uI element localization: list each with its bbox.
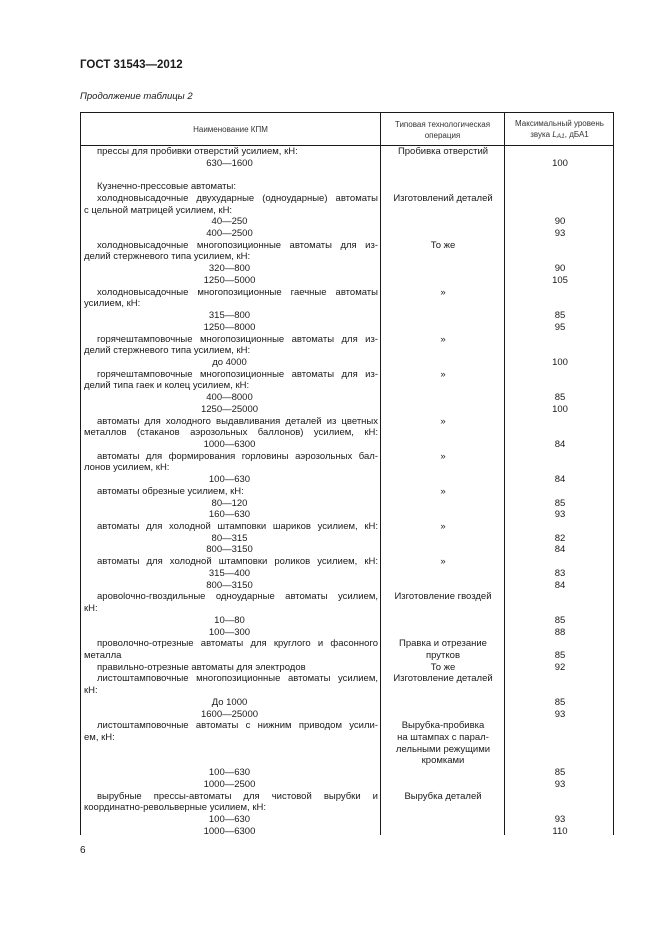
table-row <box>81 335 613 346</box>
cell-name: 1250—25000 <box>200 404 259 415</box>
cell-sound-level: 92 <box>554 661 566 673</box>
cell-sound-level: 100 <box>552 356 568 368</box>
table-row <box>81 475 613 486</box>
table-row <box>81 440 613 451</box>
cell-name: 100—630 <box>208 768 251 779</box>
column-header-name <box>81 113 380 146</box>
cell-name: 160—630 <box>208 510 251 521</box>
table-caption: Продолжение таблицы 2 <box>80 91 193 102</box>
table-row <box>81 686 613 697</box>
table-row <box>81 522 613 533</box>
cell-name: с цельной матрицей усилием, кН: <box>84 205 233 216</box>
cell-name: 400—2500 <box>206 229 253 240</box>
table-row <box>81 581 613 592</box>
table-row <box>81 252 613 263</box>
cell-name: 315—800 <box>208 311 251 322</box>
cell-name: 630—1600 <box>206 158 253 169</box>
cell-sound-level: 84 <box>554 579 566 591</box>
table-row <box>81 463 613 474</box>
cell-operation: » <box>440 485 446 497</box>
table-row <box>81 827 613 838</box>
cell-operation: кромками <box>421 755 465 767</box>
table-row <box>81 299 613 310</box>
cell-name: кН: <box>84 604 98 615</box>
table-row <box>81 663 613 674</box>
table-row <box>81 534 613 545</box>
cell-operation: Изготовление гвоздей <box>394 591 492 603</box>
table-row <box>81 733 613 744</box>
cell-name: холодновысадочные многопозиционные автоматы для из- <box>97 240 378 251</box>
cell-name: 1250—8000 <box>203 322 256 333</box>
page-number: 6 <box>80 845 86 856</box>
cell-name: 400—8000 <box>206 393 253 404</box>
cell-name: металла <box>84 650 122 661</box>
cell-name: горячештамповочные многопозиционные автоматы для из- <box>97 334 378 345</box>
cell-sound-level: 83 <box>554 567 566 579</box>
table-row <box>81 592 613 603</box>
cell-name: 1000—6300 <box>203 826 256 837</box>
table-row <box>81 639 613 650</box>
table-row <box>81 276 613 287</box>
table-row <box>81 674 613 685</box>
cell-name: ем, кН: <box>84 733 115 743</box>
column-header-name-text: Наименование КПМ <box>193 125 268 134</box>
cell-operation: » <box>440 450 446 462</box>
table-row <box>81 370 613 381</box>
table-row <box>81 159 613 170</box>
cell-sound-level: 84 <box>554 439 566 450</box>
cell-name: 800—3150 <box>206 580 253 591</box>
cell-sound-level: 88 <box>554 626 566 638</box>
cell-name: автоматы для холодной штамповки роликов усилием, кН: <box>97 557 378 568</box>
cell-name: листоштамповочные автоматы с нижним приводом усили- <box>97 721 378 732</box>
column-header-operation-line2: операция <box>424 130 461 140</box>
cell-name: До 1000 <box>211 697 248 708</box>
cell-name: усилием, кН: <box>84 299 141 310</box>
table-row <box>81 510 613 521</box>
document-code: ГОСТ 31543—2012 <box>80 59 183 71</box>
cell-name: 100—630 <box>208 475 251 486</box>
table-row <box>81 569 613 580</box>
table-row <box>81 288 613 299</box>
table-row <box>81 756 613 767</box>
cell-name: 80—315 <box>211 533 248 544</box>
table-row <box>81 428 613 439</box>
cell-name: автоматы обрезные усилием, кН: <box>97 486 244 497</box>
data-table <box>80 112 614 835</box>
table-row <box>81 182 613 193</box>
table-row <box>81 487 613 498</box>
table-row <box>81 815 613 826</box>
cell-operation: Изготовлений деталей <box>393 192 493 204</box>
column-header-operation-line1: Типовая технологическая <box>394 119 491 129</box>
cell-sound-level: 85 <box>554 696 566 708</box>
cell-sound-level: 85 <box>554 392 566 404</box>
cell-operation: » <box>440 415 446 427</box>
cell-sound-level: 110 <box>552 825 568 837</box>
table-row <box>81 780 613 791</box>
cell-operation: » <box>440 286 446 298</box>
cell-name: 80—120 <box>211 498 248 509</box>
table-row <box>81 768 613 779</box>
cell-name: Кузнечно-прессовые автоматы: <box>97 182 236 193</box>
column-header-level-line2: звука LA1, дБА1 <box>530 129 589 140</box>
cell-name: горячештамповочные многопозиционные автоматы для из- <box>97 369 378 380</box>
cell-sound-level: 105 <box>552 274 568 286</box>
table-row <box>81 147 613 158</box>
cell-operation: » <box>440 368 446 380</box>
cell-operation: То же <box>430 239 456 251</box>
cell-name: аровolочно-гвоздильные одноударные автоматы усилием, <box>97 592 378 603</box>
table-row <box>81 417 613 428</box>
cell-name: 10—80 <box>214 615 245 626</box>
table-row <box>81 229 613 240</box>
cell-name: 315—400 <box>208 568 251 579</box>
cell-name: 1000—6300 <box>203 440 256 450</box>
cell-sound-level: 84 <box>554 474 566 486</box>
cell-name: автоматы для холодной штамповки шариков усилием, кН: <box>97 522 378 533</box>
cell-sound-level: 93 <box>554 708 566 720</box>
cell-sound-level: 100 <box>552 403 568 415</box>
cell-operation: лельными режущими <box>395 743 491 755</box>
cell-name: кН: <box>84 686 98 697</box>
table-row <box>81 393 613 404</box>
cell-operation: на штампах с парал- <box>397 732 489 743</box>
cell-sound-level: 85 <box>554 310 566 322</box>
column-header-operation <box>381 113 504 146</box>
cell-sound-level: 85 <box>554 649 566 661</box>
cell-name: автоматы для формирования горловины аэрозольных бал- <box>97 451 378 462</box>
cell-operation: » <box>440 521 446 533</box>
cell-name: проволочно-отрезные автоматы для круглого и фасонного <box>97 639 378 650</box>
cell-sound-level: 95 <box>554 321 566 333</box>
cell-name: 1250—5000 <box>203 275 256 286</box>
cell-operation: То же <box>430 661 456 673</box>
table-row <box>81 346 613 357</box>
cell-operation: » <box>440 333 446 345</box>
cell-name: 320—800 <box>208 264 251 275</box>
cell-sound-level: 84 <box>554 544 566 556</box>
column-header-level <box>505 113 614 146</box>
cell-name: лонов усилием, кН: <box>84 463 170 474</box>
cell-operation: Вырубка-пробивка <box>401 720 485 732</box>
cell-operation: Правка и отрезание <box>399 638 487 650</box>
cell-name: 1000—2500 <box>203 779 256 790</box>
table-row <box>81 241 613 252</box>
table-row <box>81 651 613 662</box>
cell-name: прессы для пробивки отверстий усилием, кН: <box>97 147 298 157</box>
table-row <box>81 311 613 322</box>
table-row <box>81 194 613 205</box>
cell-name: холодновысадочные многопозиционные гаечные автоматы <box>97 287 378 298</box>
cell-operation: Изготовление деталей <box>393 673 493 685</box>
cell-name: 100—630 <box>208 815 251 826</box>
cell-sound-level: 93 <box>554 509 566 521</box>
cell-name: делий стержневого типа усилием, кН: <box>84 346 251 357</box>
table-row <box>81 557 613 568</box>
cell-sound-level: 82 <box>554 532 566 544</box>
table-row <box>81 217 613 228</box>
cell-name: делий типа гаек и колец усилием, кН: <box>84 381 250 392</box>
table-row <box>81 710 613 721</box>
table-row <box>81 264 613 275</box>
cell-name: 100—300 <box>208 627 251 638</box>
cell-sound-level: 85 <box>554 497 566 509</box>
cell-operation: Вырубка деталей <box>404 790 482 802</box>
cell-sound-level: 85 <box>554 767 566 779</box>
cell-name: вырубные прессы-автоматы для чистовой вырубки и <box>97 791 378 802</box>
cell-sound-level: 93 <box>554 814 566 826</box>
cell-sound-level: 90 <box>554 263 566 275</box>
table-row <box>81 405 613 416</box>
cell-name: автоматы для холодного выдавливания деталей из цветных <box>97 416 378 427</box>
cell-name: листоштамповочные многопозиционные автоматы усилием, <box>97 674 378 685</box>
table-row <box>81 170 613 181</box>
cell-operation: прутков <box>425 649 460 661</box>
cell-name: 800—3150 <box>206 545 253 556</box>
cell-name: правильно-отрезные автоматы для электродов <box>97 662 306 673</box>
table-row <box>81 803 613 814</box>
cell-name: делий стержневого типа усилием, кН: <box>84 252 251 263</box>
cell-sound-level: 85 <box>554 614 566 626</box>
table-row <box>81 721 613 732</box>
table-row <box>81 358 613 369</box>
cell-operation: Пробивка отверстий <box>397 146 489 157</box>
table-row <box>81 452 613 463</box>
cell-sound-level: 93 <box>554 228 566 240</box>
cell-operation: » <box>440 556 446 568</box>
table-row <box>81 616 613 627</box>
table-row <box>81 323 613 334</box>
table-row <box>81 604 613 615</box>
column-header-level-line1: Максимальный уровень <box>515 118 604 128</box>
cell-sound-level: 100 <box>552 157 568 169</box>
cell-sound-level: 90 <box>554 216 566 228</box>
table-row <box>81 545 613 556</box>
table-row <box>81 499 613 510</box>
cell-name: металлов (стаканов аэрозольных баллонов) усилием, кН: <box>84 428 378 439</box>
table-row <box>81 745 613 756</box>
cell-name: до 4000 <box>212 357 247 368</box>
cell-name: 40—250 <box>211 217 248 228</box>
cell-sound-level: 93 <box>554 778 566 790</box>
table-row <box>81 698 613 709</box>
cell-name: 1600—25000 <box>200 709 259 720</box>
table-row <box>81 792 613 803</box>
cell-name: холодновысадочные двухударные (одноударные) автоматы <box>97 193 378 204</box>
table-row <box>81 628 613 639</box>
table-row <box>81 206 613 217</box>
table-row <box>81 381 613 392</box>
cell-name: координатно-револьверные усилием, кН: <box>84 803 266 814</box>
